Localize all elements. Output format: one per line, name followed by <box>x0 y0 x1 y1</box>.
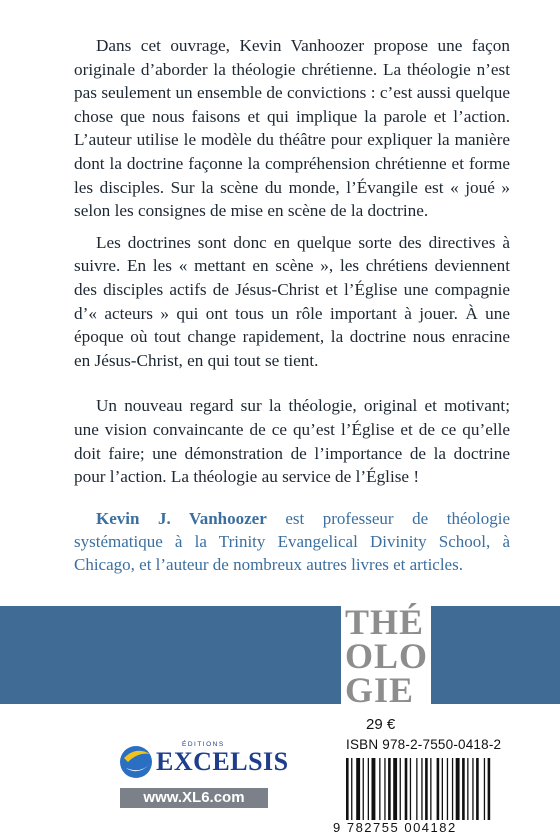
isbn: ISBN 978-2-7550-0418-2 <box>346 737 502 752</box>
description-paragraph-3: Un nouveau regard sur la théologie, original et motivant; une vision convaincante de ce qu’est l’Église et de ce qu’elle doit faire; une démonstration de l’importance de la doctrine pour l’action. La théologie au service de l’Église ! <box>74 396 510 487</box>
series-logo-line-1: THÉ <box>345 602 425 642</box>
description-paragraph-1: Dans cet ouvrage, Kevin Vanhoozer propose une façon originale d’aborder la théologie chrétienne. La théologie n’est pas seulement un ensemble de convictions : c’est aussi quelque chose que nous faisons et qui implique la parole et l’action. L’auteur utilise le modèle du théâtre pour expliquer la manière dont la doctrine façonne la compréhension chrétienne et forme les disciples. Sur la scène du monde, l’Évangile est « joué » selon les consignes de mise en scène de la doctrine. <box>74 36 510 221</box>
blue-band <box>0 602 560 704</box>
author-bio-text: est professeur de théologie systématique à la Trinity Evangelical Divinity School, à Chicago, et l’auteur de nombreux autres livres et articles. <box>74 509 510 574</box>
author-name: Kevin J. Vanhoozer <box>96 509 267 528</box>
description-text <box>74 34 510 489</box>
barcode-number: 9 782755 004182 <box>333 820 457 835</box>
publisher-name: EXCELSIS <box>156 747 289 776</box>
description-paragraph-2: Les doctrines sont donc en quelque sorte des directives à suivre. En les « mettant en scène », les chrétiens deviennent des disciples actifs de Jésus-Christ et l’Église une compagnie d’« acteurs » qui ont tous un rôle important à jouer. À une époque où tout change rapidement, la doctrine nous enracine en Jésus-Christ, en qui tout se tient. <box>74 232 510 370</box>
series-logo-line-2: OLO <box>345 636 429 676</box>
series-logo-line-3: GIE <box>345 670 415 710</box>
barcode <box>338 758 512 824</box>
price: 29 € <box>366 716 396 733</box>
author-bio <box>74 507 510 576</box>
publisher-small-label: ÉDITIONS <box>182 741 225 748</box>
publisher-website: www.XL6.com <box>120 788 268 808</box>
